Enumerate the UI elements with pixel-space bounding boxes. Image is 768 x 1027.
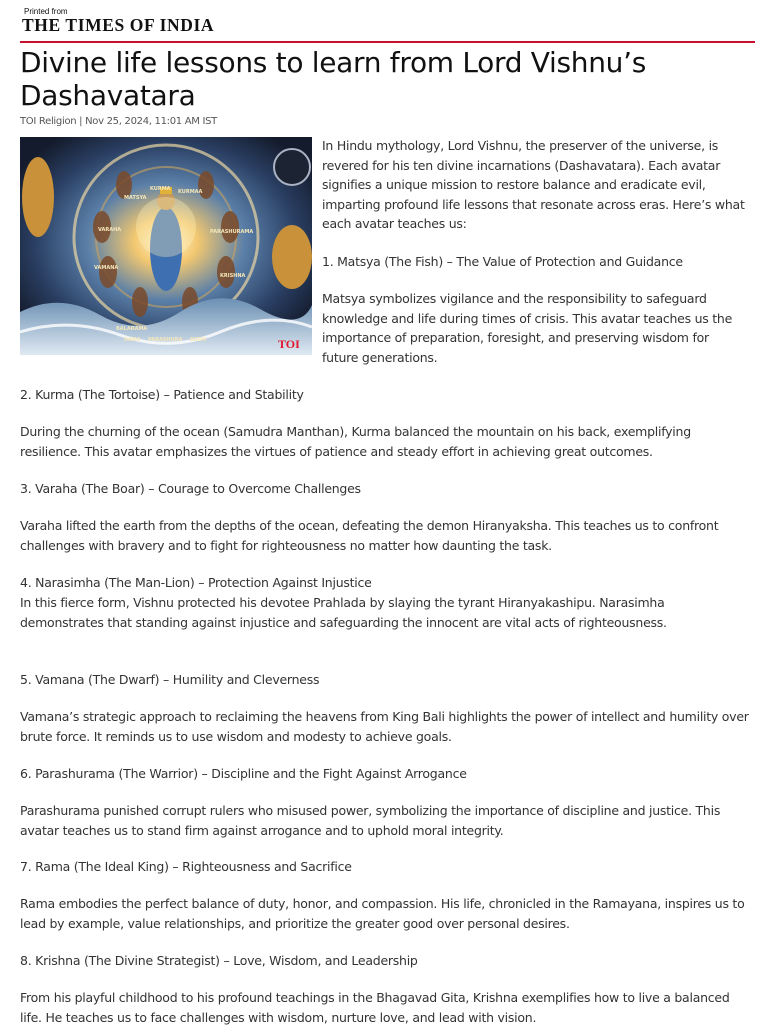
masthead-rule <box>20 41 755 43</box>
hero-label: VARAHA <box>98 227 122 233</box>
section-heading: 4. Narasimha (The Man-Lion) – Protection Against Injustice <box>20 575 372 590</box>
section-body: Varaha lifted the earth from the depths of the ocean, defeating the demon Hiranyaksha. This teaches us to confront challenges with bravery and to fight for righteousness no matter how daunting the task. <box>20 518 719 553</box>
section-heading: 8. Krishna (The Divine Strategist) – Love, Wisdom, and Leadership <box>20 953 418 968</box>
hero-label: MATSYA <box>124 195 147 201</box>
hero-image <box>20 137 312 355</box>
hero-label: KURMA <box>150 186 171 192</box>
hero-label: BALARAMA <box>116 326 148 332</box>
section-body: During the churning of the ocean (Samudra Manthan), Kurma balanced the mountain on his back, exemplifying resilience. This avatar emphasizes the virtues of patience and steady effort in achieving great outcomes. <box>20 424 691 459</box>
hero-label: KURMAA <box>178 189 203 195</box>
hero-watermark: TOI <box>278 337 300 351</box>
section-body: From his playful childhood to his profound teachings in the Bhagavad Gita, Krishna exemplifies how to live a balanced life. He teaches us to face challenges with wisdom, nurture love, and lead with vision. <box>20 990 730 1025</box>
hero-label: PARASHURA <box>148 337 183 343</box>
article-byline: TOI Religion | Nov 25, 2024, 11:01 AM IST <box>20 116 217 127</box>
section-body: Rama embodies the perfect balance of duty, honor, and compassion. His life, chronicled in the Ramayana, inspires us to lead by example, value relationships, and prioritize the greater good over personal desires. <box>20 896 745 931</box>
article-title: Divine life lessons to learn from Lord Vishnu’s Dashavatara <box>20 46 647 112</box>
section-heading: 3. Varaha (The Boar) – Courage to Overcome Challenges <box>20 481 361 496</box>
section-heading: 1. Matsya (The Fish) – The Value of Protection and Guidance <box>322 254 683 269</box>
printed-from: Printed from <box>24 7 68 16</box>
section-body: Parashurama punished corrupt rulers who misused power, symbolizing the importance of discipline and justice. This avatar teaches us to stand firm against arrogance and to uphold moral integrity. <box>20 803 721 838</box>
section-heading: 2. Kurma (The Tortoise) – Patience and Stability <box>20 387 304 402</box>
section-body: In this fierce form, Vishnu protected his devotee Prahlada by slaying the tyrant Hiranyakashipu. Narasimha demonstrates that standing against injustice and safeguarding the innocent are vital acts of righteousness. <box>20 595 667 630</box>
hero-label: RAMA <box>124 337 141 343</box>
section-heading: 7. Rama (The Ideal King) – Righteousness and Sacrifice <box>20 859 352 874</box>
masthead-logo[interactable]: THE TIMES OF INDIA <box>22 15 215 35</box>
article-intro: In Hindu mythology, Lord Vishnu, the preserver of the universe, is revered for his ten divine incarnations (Dashavatara). Each avatar signifies a unique mission to restore balance and eradicate evil, imparting profound life lessons that resonate across eras. Here’s what each avatar teaches us: <box>322 138 745 232</box>
section-heading: 5. Vamana (The Dwarf) – Humility and Cleverness <box>20 672 320 687</box>
section-body: Matsya symbolizes vigilance and the responsibility to safeguard knowledge and life during times of crisis. This avatar teaches us the importance of preparation, foresight, and preserving wisdom for future generations. <box>322 291 733 365</box>
hero-label: PARASHURAMA <box>210 229 254 235</box>
hero-label: BUDH <box>190 337 207 343</box>
section-body: Vamana’s strategic approach to reclaiming the heavens from King Bali highlights the power of intellect and humility over brute force. It reminds us to use wisdom and modesty to achieve goals. <box>20 709 749 744</box>
section-heading: 6. Parashurama (The Warrior) – Discipline and the Fight Against Arrogance <box>20 766 467 781</box>
hero-label: VAMANA <box>94 265 119 271</box>
hero-label: KRISHNA <box>220 273 246 279</box>
